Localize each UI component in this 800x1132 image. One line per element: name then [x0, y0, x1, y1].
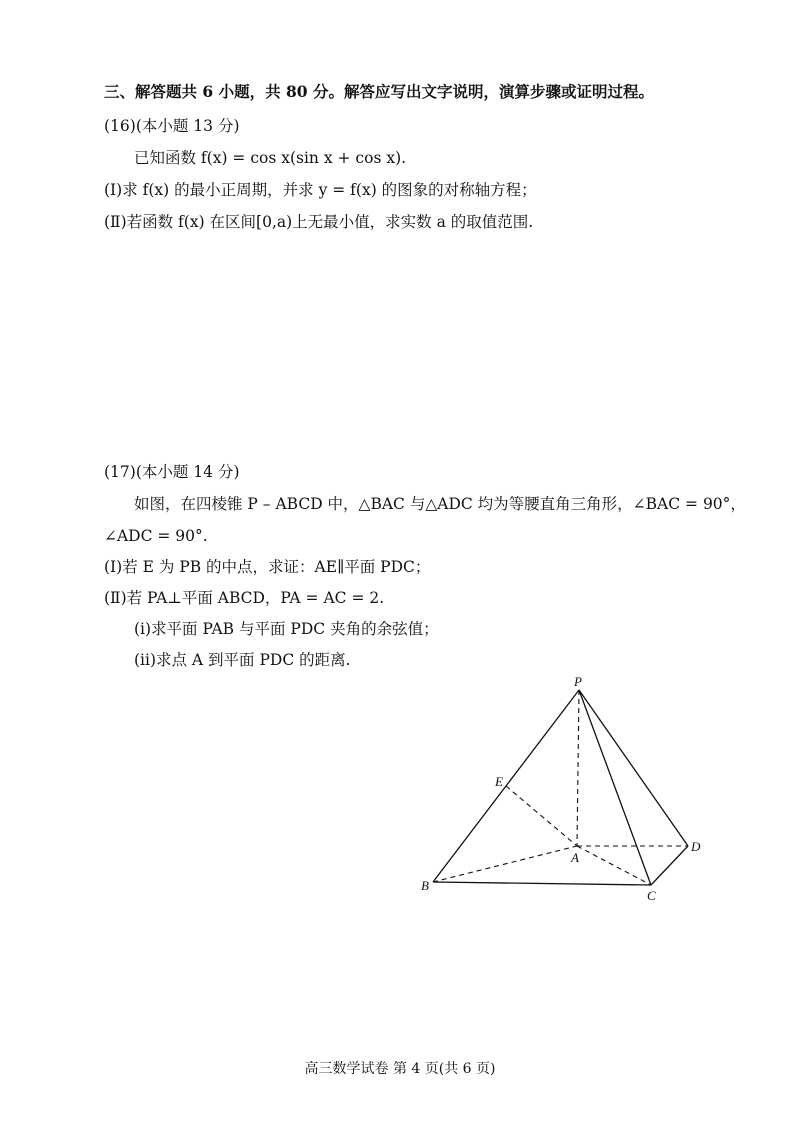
edge-EA — [506, 786, 577, 846]
q17-part2-i: (ⅰ)求平面 PAB 与平面 PDC 夹角的余弦值； — [134, 620, 439, 638]
edge-AC — [577, 846, 651, 885]
q17-part2-ii: (ⅱ)求点 A 到平面 PDC 的距离. — [134, 651, 351, 669]
q17-stem-line2: ∠ADC = 90°. — [104, 527, 208, 545]
pyramid-figure — [400, 665, 730, 905]
q17-part1: (Ⅰ)若 E 为 PB 的中点，求证：AE∥平面 PDC； — [104, 558, 431, 576]
edge-PD — [579, 690, 688, 846]
q16-part2: (Ⅱ)若函数 f(x) 在区间[0,a)上无最小值，求实数 a 的取值范围. — [104, 213, 534, 231]
q17-header: (17)(本小题 14 分) — [104, 463, 240, 481]
label-P: P — [574, 674, 582, 689]
edge-BA — [433, 846, 577, 882]
section-heading: 三、解答题共 6 小题，共 80 分。解答应写出文字说明，演算步骤或证明过程。 — [104, 82, 654, 101]
label-C: C — [647, 888, 656, 903]
label-E: E — [495, 774, 503, 789]
q16-stem: 已知函数 f(x) = cos x(sin x + cos x). — [134, 149, 407, 167]
edge-PC — [579, 690, 651, 885]
q16-part1: (Ⅰ)求 f(x) 的最小正周期，并求 y = f(x) 的图象的对称轴方程； — [104, 181, 537, 199]
q16-header: (16)(本小题 13 分) — [104, 117, 240, 135]
edge-CD — [651, 846, 688, 885]
edge-PA — [577, 690, 579, 846]
label-A: A — [571, 850, 579, 865]
label-B: B — [421, 878, 429, 893]
page-footer: 高三数学试卷 第 4 页(共 6 页) — [304, 1061, 496, 1077]
edge-BC — [433, 882, 651, 885]
label-D: D — [691, 839, 701, 854]
q17-part2: (Ⅱ)若 PA⊥平面 ABCD，PA = AC = 2. — [104, 589, 385, 607]
q17-stem-line1: 如图，在四棱锥 P – ABCD 中，△BAC 与△ADC 均为等腰直角三角形，∠BAC = 90°， — [134, 495, 746, 513]
